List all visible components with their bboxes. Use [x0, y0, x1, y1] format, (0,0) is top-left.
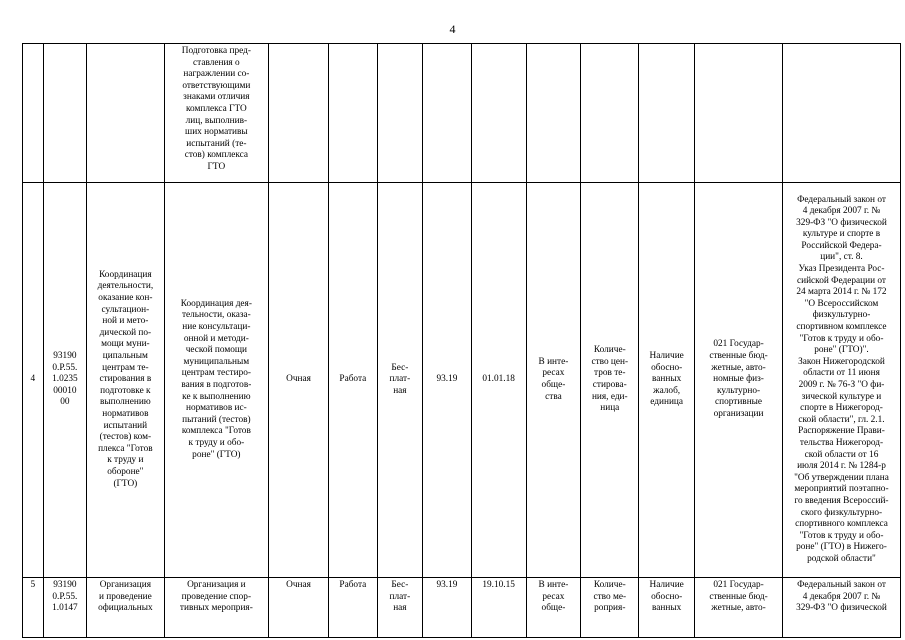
table-row — [23, 44, 901, 183]
table-cell: Подготовка пред- ставления о награжлении со- ответствующими знаками отличия комплекса ГТО лиц, выполнив- ших нормативы испытаний (те- стов) комплекса ГТО — [164, 44, 268, 183]
institution-type-cell: 021 Государ- ственные бюд- жетные, авто- номные физ- культурно- спортивные организации — [695, 183, 783, 578]
table-cell — [423, 44, 472, 183]
consumer-cell: В инте- ресах обще- ства — [526, 183, 581, 578]
table-row — [23, 578, 901, 638]
volume-indicator-cell: Количе- ство ме- роприя- — [581, 578, 639, 638]
payment-cell: Бес- плат- ная — [377, 183, 423, 578]
service-name: Координация деятельности, оказание кон- сультацион- ной и мето- дической по- мощи муни- ципальным центрам те- стирования в подготовке к выполнению нормативов испытаний (тестов) ком- плекса "Готов к труду и обороне" (ГТО) — [87, 183, 165, 578]
okved-cell: 93.19 — [423, 183, 472, 578]
table-cell — [377, 44, 423, 183]
table-cell — [639, 44, 695, 183]
consumer-cell: В инте- ресах обще- — [526, 578, 581, 638]
row-number: 4 — [23, 183, 44, 578]
table-cell — [581, 44, 639, 183]
form-cell: Очная — [269, 183, 329, 578]
table-cell — [471, 44, 526, 183]
table-row — [23, 183, 901, 578]
table-cell — [43, 44, 86, 183]
services-table — [22, 43, 901, 638]
table-cell — [526, 44, 581, 183]
page-number: 4 — [449, 22, 456, 36]
table-cell — [269, 44, 329, 183]
quality-indicator-cell: Наличие обосно- ванных — [639, 578, 695, 638]
service-content: Организация и проведение спор- тивных мероприя- — [164, 578, 268, 638]
institution-type-cell: 021 Государ- ственные бюд- жетные, авто- — [695, 578, 783, 638]
row-number: 5 — [23, 578, 44, 638]
type-cell: Работа — [329, 578, 378, 638]
service-name: Организация и проведение официальных — [87, 578, 165, 638]
table-cell — [695, 44, 783, 183]
table-cell — [23, 44, 44, 183]
legal-basis-cell: Федеральный закон от 4 декабря 2007 г. № 329-ФЗ "О физической культуре и спорте в Российской Федера- ции", ст. 8. Указ Президента Рос- сийской Федерации от 24 марта 2014 г. № 172 "О Всероссийском физкультурно- спортивном комплексе "Готов к труду и обо- роне" (ГТО)". Закон Нижегородской области от 11 июня 2009 г. № 76-З "О фи- зической культуре и спорте в Нижегород- ской области", гл. 2.1. Распоряжение Прави- тельства Нижегород- ской области от 16 июля 2014 г. № 1284-р "Об утверждении плана мероприятий поэтапно- го введения Всероссий- ского физкультурно- спортивного комплекса "Готов к труду и обо- роне" (ГТО) в Нижего- родской области" — [782, 183, 900, 578]
table-cell — [782, 44, 900, 183]
legal-basis-cell: Федеральный закон от 4 декабря 2007 г. № 329-ФЗ "О физической — [782, 578, 900, 638]
date-cell: 19.10.15 — [471, 578, 526, 638]
volume-indicator-cell: Количе- ство цен- тров те- стирова- ния, еди- ница — [581, 183, 639, 578]
registry-code: 93190 0.Р.55. 1.0235 00010 00 — [43, 183, 86, 578]
okved-cell: 93.19 — [423, 578, 472, 638]
form-cell: Очная — [269, 578, 329, 638]
quality-indicator-cell: Наличие обосно- ванных жалоб, единица — [639, 183, 695, 578]
payment-cell: Бес- плат- ная — [377, 578, 423, 638]
registry-code: 93190 0.Р.55. 1.0147 — [43, 578, 86, 638]
table-cell — [329, 44, 378, 183]
date-cell: 01.01.18 — [471, 183, 526, 578]
type-cell: Работа — [329, 183, 378, 578]
service-content: Координация дея- тельности, оказа- ние консультаци- онной и методи- ческой помощи муниципальным центрам тестиро- вания в подготов- ке к выполнению нормативов ис- пытаний (тестов) комплекса "Готов к труду и обо- роне" (ГТО) — [164, 183, 268, 578]
table-cell — [87, 44, 165, 183]
